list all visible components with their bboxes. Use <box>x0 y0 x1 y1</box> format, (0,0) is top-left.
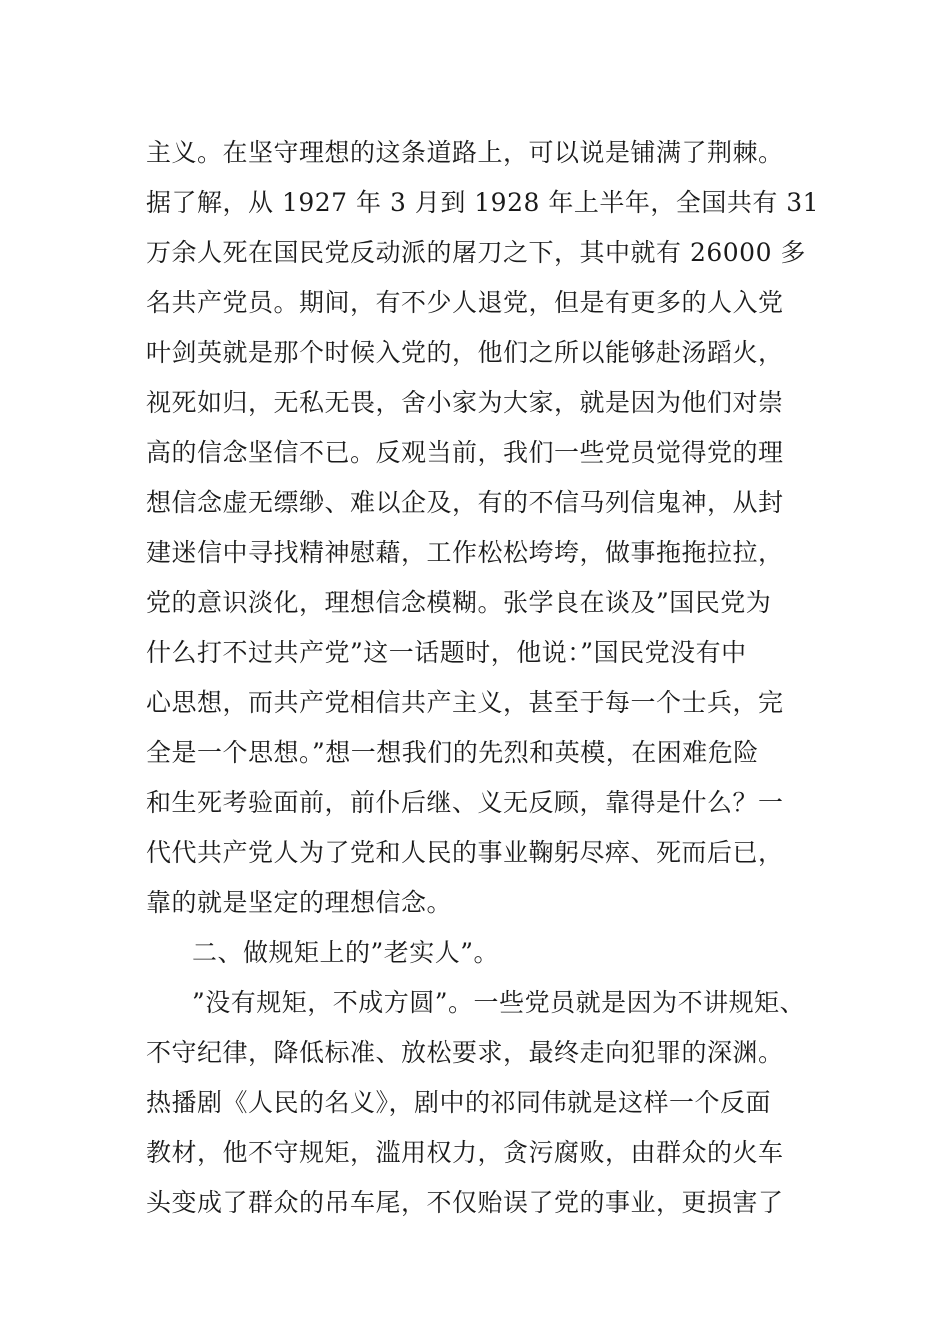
text-line: 据了解，从 1927 年 3 月到 1928 年上半年，全国共有 31 <box>146 188 820 217</box>
text-line: 代代共产党人为了党和人民的事业鞠躬尽瘁、死而后已， <box>146 838 784 867</box>
text-line: 建迷信中寻找精神慰藉，工作松松垮垮，做事拖拖拉拉， <box>146 538 784 567</box>
paragraph-start-line: ”没有规矩，不成方圆”。一些党员就是因为不讲规矩、 <box>192 988 806 1017</box>
text-line: 全是一个思想。”想一想我们的先烈和英模，在困难危险 <box>146 738 759 767</box>
text-line: 热播剧《人民的名义》，剧中的祁同伟就是这样一个反面 <box>146 1088 772 1117</box>
text-line: 想信念虚无缥缈、难以企及，有的不信马列信鬼神，从封 <box>146 488 784 517</box>
text-line: 高的信念坚信不已。反观当前，我们一些党员觉得党的理 <box>146 438 784 467</box>
text-line: 和生死考验面前，前仆后继、义无反顾，靠得是什么？一 <box>146 788 784 817</box>
text-line: 心思想，而共产党相信共产主义，甚至于每一个士兵，完 <box>146 688 784 717</box>
text-line: 万余人死在国民党反动派的屠刀之下，其中就有 26000 多 <box>146 238 806 267</box>
text-line: 头变成了群众的吊车尾，不仅贻误了党的事业，更损害了 <box>146 1188 784 1217</box>
text-line: 党的意识淡化，理想信念模糊。张学良在谈及”国民党为 <box>146 588 772 617</box>
text-line: 主义。在坚守理想的这条道路上，可以说是铺满了荆棘。 <box>146 138 784 167</box>
text-line: 名共产党员。期间，有不少人退党，但是有更多的人入党 <box>146 288 784 317</box>
text-line: 视死如归，无私无畏，舍小家为大家，就是因为他们对崇 <box>146 388 784 417</box>
text-line: 不守纪律，降低标准、放松要求，最终走向犯罪的深渊。 <box>146 1038 784 1067</box>
text-line: 靠的就是坚定的理想信念。 <box>146 888 453 917</box>
text-line: 什么打不过共产党”这一话题时，他说：”国民党没有中 <box>146 638 747 667</box>
body-text <box>146 128 846 1228</box>
text-line: 教材，他不守规矩，滥用权力，贪污腐败，由群众的火车 <box>146 1138 784 1167</box>
section-heading: 二、做规矩上的”老实人”。 <box>192 938 500 967</box>
text-line: 叶剑英就是那个时候入党的，他们之所以能够赴汤蹈火， <box>146 338 784 367</box>
